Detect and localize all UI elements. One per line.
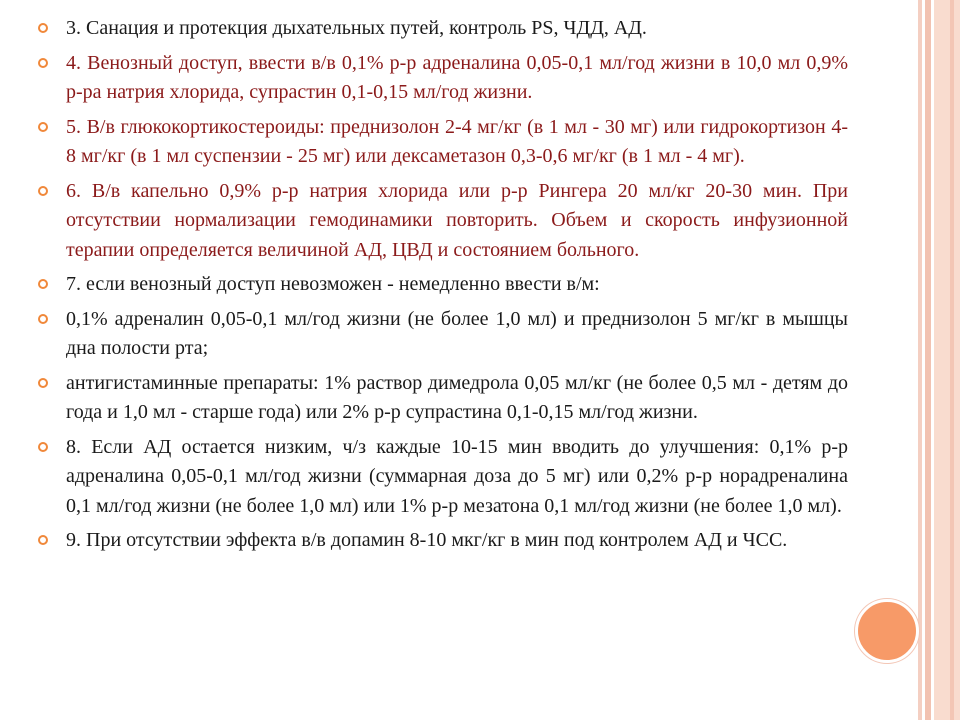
decorative-stripe [950, 0, 954, 720]
bullet-icon [38, 23, 48, 33]
decorative-stripe [918, 0, 922, 720]
bullet-icon [38, 314, 48, 324]
list-item-4 [38, 49, 848, 108]
list-item-7 [38, 270, 848, 300]
list-item-adrenaline [38, 305, 848, 364]
bullet-icon [38, 58, 48, 68]
item-text: 0,1% адреналин 0,05-0,1 мл/год жизни (не более 1,0 мл) и преднизолон 5 мг/кг в мышцы дна полости рта; [66, 307, 848, 359]
list-item-6 [38, 177, 848, 266]
item-text: 8. Если АД остается низким, ч/з каждые 10-15 мин вводить до улучшения: 0,1% р-р адреналина 0,05-0,1 мл/год жизни (суммарная доза до 5 мг) или 0,2% р-р норадреналина 0,1 мл/год жизни (не более 1,0 мл) или 1% р-р мезатона 0,1 мл/год жизни (не более 1,0 мл). [66, 435, 848, 517]
list-item-8 [38, 433, 848, 522]
bullet-icon [38, 378, 48, 388]
decorative-stripe [934, 0, 960, 720]
item-text: 3. Санация и протекция дыхательных путей, контроль PS, ЧДД, АД. [66, 17, 647, 39]
item-text: 5. В/в глюкокортикостероиды: преднизолон 2-4 мг/кг (в 1 мл - 30 мг) или гидрокортизон 4-8 мг/кг (в 1 мл суспензии - 25 мг) или дексаметазон 0,3-0,6 мг/кг (в 1 мл - 4 мг). [66, 115, 848, 167]
list-item-3 [38, 14, 848, 44]
item-text: 6. В/в капельно 0,9% р-р натрия хлорида или р-р Рингера 20 мл/кг 20-30 мин. При отсутствии нормализации гемодинамики повторить. Объем и скорость инфузионной терапии определяется величиной АД, ЦВД и состоянием больного. [66, 179, 848, 261]
bullet-icon [38, 279, 48, 289]
decorative-circle [855, 599, 919, 663]
bullet-icon [38, 535, 48, 545]
list-item-antihistamines [38, 369, 848, 428]
item-text: 7. если венозный доступ невозможен - немедленно ввести в/м: [66, 273, 600, 295]
item-text: 4. Венозный доступ, ввести в/в 0,1% р-р адреналина 0,05-0,1 мл/год жизни в 10,0 мл 0,9% р-ра натрия хлорида, супрастин 0,1-0,15 мл/год жизни. [66, 51, 848, 103]
bullet-icon [38, 186, 48, 196]
item-text: 9. При отсутствии эффекта в/в допамин 8-10 мкг/кг в мин под контролем АД и ЧСС. [66, 529, 788, 551]
list-item-9 [38, 526, 848, 556]
item-text: антигистаминные препараты: 1% раствор димедрола 0,05 мл/кг (не более 0,5 мл - детям до года и 1,0 мл - старше года) или 2% р-р супрастина 0,1-0,15 мл/год жизни. [66, 371, 848, 423]
slide-content [38, 14, 848, 561]
bullet-icon [38, 122, 48, 132]
bullet-list [38, 14, 848, 556]
bullet-icon [38, 442, 48, 452]
decorative-stripe [925, 0, 931, 720]
list-item-5 [38, 113, 848, 172]
